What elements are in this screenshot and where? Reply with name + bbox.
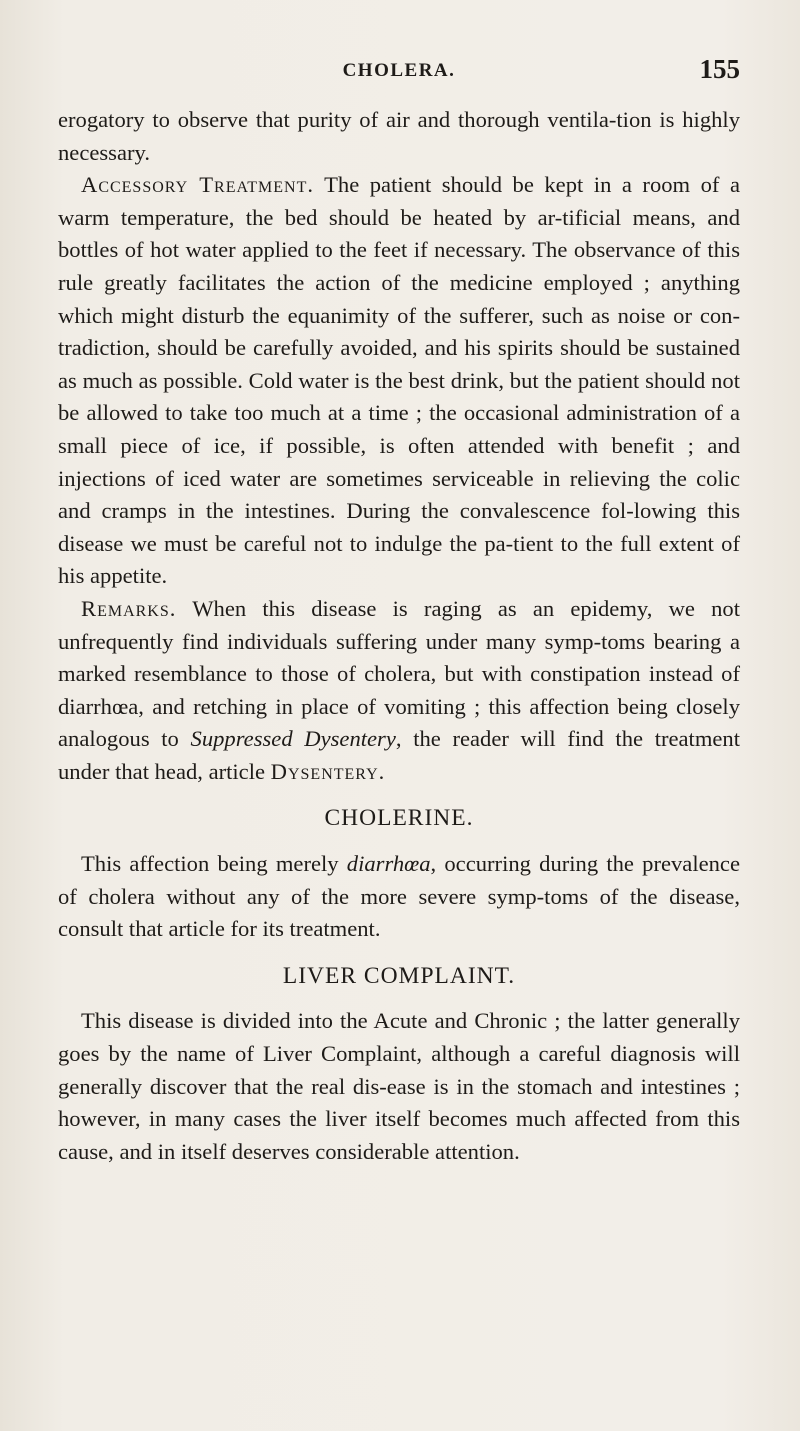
paragraph-remarks — [58, 593, 740, 789]
italic-term-diarrhoea: diarrhœa — [346, 851, 431, 877]
page-header — [58, 54, 740, 88]
page-number: 155 — [699, 54, 740, 84]
paragraph-text: When this disease is raging as an epidemy, we not unfrequently find individuals suffering under many symp-toms bearing a marked resemblance to those of cholera, but with constipation instead of diarrhœa, and retching in place of vomiting ; this affection being closely analogous to — [58, 595, 740, 752]
paragraph-text: , the reader will find the treatment under that head, article — [58, 726, 741, 784]
paragraph-text: , occurring during the prevalence of cholera without any of the more severe symp-toms of the disease, consult that article for its treatment. — [58, 851, 740, 942]
body-text — [58, 104, 740, 1168]
section-label-accessory-treatment: Accessory Treatment. — [81, 172, 315, 198]
paragraph-accessory-treatment — [58, 169, 740, 593]
italic-term-suppressed-dysentery: Suppressed Dysentery — [190, 726, 396, 752]
section-heading-liver-complaint: LIVER COMPLAINT. — [282, 962, 516, 989]
paragraph-text: This affection being merely — [81, 851, 347, 877]
paragraph-liver-complaint: This disease is divided into the Acute and Chronic ; the latter generally goes by the name of Liver Complaint, although a careful diagnosis will generally discover that the real dis-ease is in the stomach and intestines ; however, in many cases the liver itself becomes much affected from this cause, and in itself deserves considerable attention. — [58, 1008, 740, 1164]
paragraph-cholerine — [58, 848, 740, 946]
running-head: CHOLERA. — [342, 60, 456, 81]
section-heading-cholerine: CHOLERINE. — [324, 805, 474, 832]
paragraph-continuation: erogatory to observe that purity of air and thorough ventila-tion is highly necessary. — [58, 107, 740, 165]
cross-reference-dysentery: Dysentery — [270, 758, 379, 784]
paragraph-text: . — [378, 758, 385, 784]
paragraph-text: The patient should be kept in a room of a warm temperature, the bed should be heated by ar-tificial means, and bottles of hot water applied to the feet if necessary. The observance of this rule greatly facilitates the action of the medicine employed ; anything which might disturb the equanimity of the sufferer, such as noise or con-tradiction, should be carefully avoided, and his spirits should be sustained as much as possible. Cold water is the best drink, but the patient should not be allowed to take too much at a time ; the occasional administration of a small piece of ice, if possible, is often attended with benefit ; and injections of iced water are sometimes serviceable in relieving the colic and cramps in the intestines. During the convalescence fol-lowing this disease we must be careful not to indulge the pa-tient to the full extent of his appetite. — [58, 172, 740, 589]
section-label-remarks: Remarks. — [81, 595, 177, 621]
